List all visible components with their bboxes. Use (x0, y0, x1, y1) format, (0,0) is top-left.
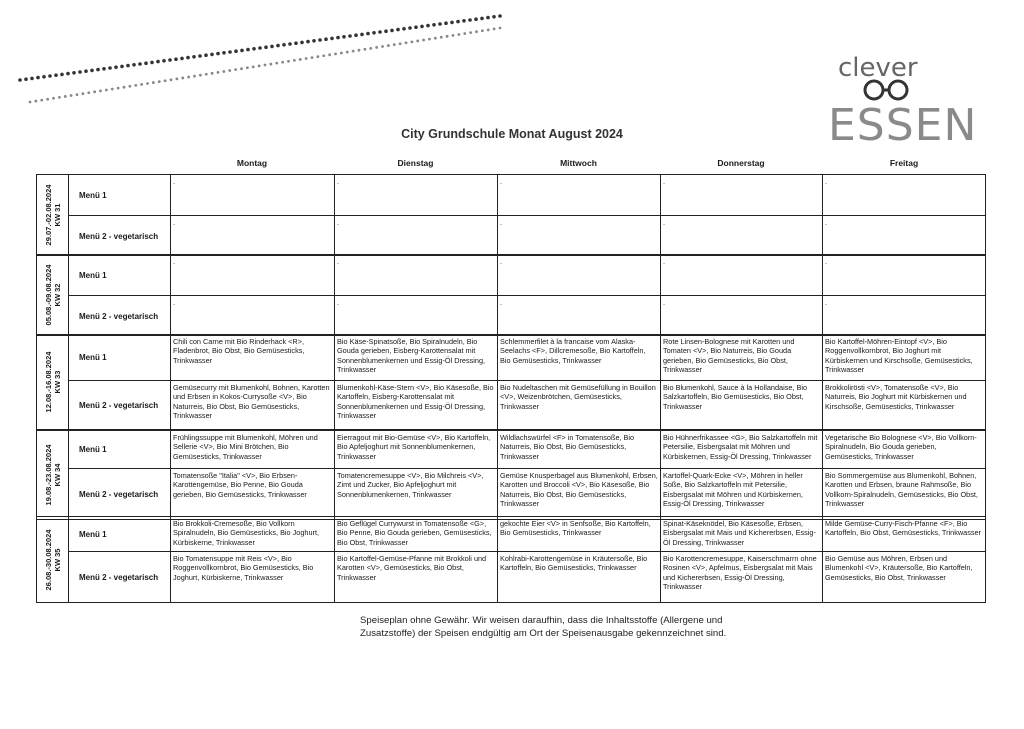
decor-dot (399, 42, 402, 45)
decor-dot (468, 18, 472, 22)
decor-dot (402, 27, 406, 31)
decor-dot (252, 47, 256, 51)
meal-cell-donnerstag: . (661, 216, 823, 256)
decor-dot (375, 46, 378, 49)
decor-dot (126, 64, 130, 68)
week-label (37, 255, 69, 335)
decor-dot (480, 17, 484, 21)
decor-dot (246, 66, 249, 69)
decor-dot (140, 83, 143, 86)
meal-cell-mittwoch: Wildlachswürfel <F> in Tomatensoße, Bio Naturreis, Bio Obst, Bio Gemüsesticks, Trinkwasser (498, 431, 661, 468)
decor-dot (311, 56, 314, 59)
meal-cell-dienstag: Bio Kartoffel-Gemüse-Pfanne mit Brokkoli und Karotten <V>, Gemüsesticks, Bio Obst, Trinkwasser (335, 552, 498, 603)
decor-dot (405, 41, 408, 44)
decor-dot (348, 34, 352, 38)
decor-dot (293, 59, 296, 62)
decor-dot (144, 61, 148, 65)
decor-dot (390, 29, 394, 33)
decor-dot (168, 58, 172, 62)
day-header-montag: Montag (236, 158, 268, 168)
meal-cell-montag: . (171, 216, 335, 256)
meal-cell-dienstag: Bio Käse-Spinatsoße, Bio Spiralnudeln, Bio Gouda gerieben, Eisberg-Karottensalat mit Sonnenblumenkernen und Essig-Öl Dressing, Trinkwasser (335, 335, 498, 380)
meal-cell-donnerstag: Kartoffel-Quark-Ecke <V>, Möhren in heller Soße, Bio Salzkartoffeln mit Petersilie, Eisbergsalat mit Möhren und Kürbiskernen, Essig-Öl Dressing, Trinkwasser (661, 469, 823, 520)
decor-dot (234, 68, 237, 71)
decor-dot (123, 86, 126, 89)
day-header-donnerstag: Donnerstag (717, 158, 765, 168)
menu1-row (69, 431, 985, 468)
decor-dot (175, 77, 178, 80)
meal-cell-donnerstag: Bio Karottencremesuppe, Kaiserschmarrn ohne Rosinen <V>, Apfelmus, Eisbergsalat mit Mais und Kichererbsen, Essig-Öl Dressing, Trinkwasser (661, 552, 823, 603)
decor-dot (432, 23, 436, 27)
decor-dot (318, 38, 322, 42)
decor-dot (475, 30, 478, 33)
decor-dot (330, 37, 334, 41)
meal-cell-donnerstag: Rote Linsen-Bolognese mit Karotten und Tomaten <V>, Bio Naturreis, Bio Gouda gerieben, Bio Gemüsesticks, Bio Obst, Trinkwasser (661, 335, 823, 380)
meal-cell-donnerstag: Bio Blumenkohl, Sauce à la Hollandaise, Bio Salzkartoffeln, Bio Gemüsesticks, Bio Obst, Trinkwasser (661, 381, 823, 430)
decor-dot (240, 49, 244, 53)
decor-dot (336, 36, 340, 40)
decor-dot (81, 92, 84, 95)
decor-dot (46, 98, 49, 101)
decor-dot (105, 89, 108, 92)
decor-dot (90, 69, 94, 73)
decor-dot (396, 28, 400, 32)
menu-name: Menü 2 - vegetarisch (69, 552, 171, 603)
decor-dot (322, 54, 325, 57)
page-title: City Grundschule Monat August 2024 (401, 127, 623, 141)
decor-dot (316, 55, 319, 58)
decor-dot (294, 41, 298, 45)
decor-dot (66, 72, 70, 76)
menu2-row (69, 551, 985, 603)
decor-dot (120, 65, 124, 69)
decor-dot (164, 79, 167, 82)
decor-dot (372, 31, 376, 35)
meal-cell-freitag: . (825, 257, 828, 266)
decor-dot (393, 43, 396, 46)
decor-dot (420, 25, 424, 29)
meal-cell-donnerstag: Bio Hühnerfrikassee <G>, Bio Salzkartoffeln mit Petersilie, Eisbergsalat mit Möhren und Kürbiskernen, Essig-Öl Dressing, Trinkwasser (661, 431, 823, 468)
decor-dot (108, 66, 112, 70)
decor-dot (70, 94, 73, 97)
decor-dot (222, 70, 225, 73)
menu1-row (69, 335, 985, 380)
week-label-text: 05.08.-09.08.2024 KW 32 (43, 264, 62, 326)
decor-dot (72, 71, 76, 75)
decor-dot (416, 40, 419, 43)
disclaimer-text: Speiseplan ohne Gewähr. Wir weisen daraufhin, dass die Inhaltsstoffe (Allergene und Zusatzstoffe) der Speisen endgültig am Ort der Speisenausgabe gekennzeichnet sind. (360, 615, 727, 639)
decor-dot (78, 70, 82, 74)
decor-dot (156, 60, 160, 64)
meal-cell-dienstag: Blumenkohl-Käse-Stern <V>, Bio Käsesoße, Bio Kartoffeln, Eisberg-Karottensalat mit Sonnenblumenkernen und Essig-Öl Dressing, Trinkwasser (335, 381, 498, 430)
decor-dot (205, 73, 208, 76)
decor-dot (99, 90, 102, 93)
decor-dot (408, 26, 412, 30)
menu-name: Menü 2 - vegetarisch (69, 216, 171, 256)
meal-cell-freitag: Bio Sommergemüse aus Blumenkohl, Bohnen, Karotten und Erbsen, braune Rahmsoße, Bio Vollkorn-Spiralnudeln, Gemüsesticks, Bio Obst, Trinkwasser (825, 471, 978, 509)
decor-dot (363, 48, 366, 51)
meal-cell-dienstag: Bio Geflügel Currywurst in Tomatensoße <G>, Bio Penne, Bio Gouda gerieben, Gemüsesticks, Bio Obst, Trinkwasser (335, 517, 498, 551)
decor-dot (369, 47, 372, 50)
meal-cell-mittwoch: Kohlrabi-Karottengemüse in Kräutersoße, Bio Kartoffeln, Bio Gemüsesticks, Trinkwasser (498, 552, 661, 603)
decor-dot (128, 85, 131, 88)
week-label (37, 175, 69, 255)
decor-dot (354, 33, 358, 37)
decor-dot (52, 97, 55, 100)
logo-text-bottom: ESSEN (828, 100, 978, 148)
decor-dot (132, 63, 136, 67)
decor-dot (299, 58, 302, 61)
week-label-text: 19.08.-23.08.2024 KW 34 (43, 444, 62, 506)
meal-cell-donnerstag: Spinat-Käseknödel, Bio Käsesoße, Erbsen, Eisbergsalat mit Mais und Kichererbsen, Essig-Öl Dressing, Trinkwasser (661, 517, 823, 551)
decor-dot (60, 73, 64, 77)
meal-cell-montag: Tomatensoße "Italia" <V>, Bio Erbsen-Karottengemüse, Bio Penne, Bio Gouda gerieben, Bio Gemüsesticks, Trinkwasser (171, 469, 335, 520)
decor-dot (174, 57, 178, 61)
meal-cell-montag: Chili con Carne mit Bio Rinderhack <R>, Fladenbrot, Bio Obst, Bio Gemüsesticks, Trinkwasser (171, 335, 335, 380)
decor-dot (186, 56, 190, 60)
decor-dot (457, 33, 460, 36)
decor-dot (40, 99, 43, 102)
decor-dot (300, 41, 304, 45)
week-label (37, 431, 69, 519)
week-label (37, 517, 69, 602)
decor-dot (360, 33, 364, 37)
meal-cell-freitag: . (825, 177, 828, 186)
menu-name: Menü 2 - vegetarisch (69, 381, 171, 430)
menu-name: Menü 2 - vegetarisch (69, 296, 171, 336)
decor-dot (228, 69, 231, 72)
week-label-text: 12.08.-16.08.2024 KW 33 (43, 351, 62, 413)
decor-dot (199, 74, 202, 77)
decor-dot (499, 27, 502, 30)
decor-dot (170, 78, 173, 81)
decor-dot (228, 50, 232, 54)
decor-dot (434, 37, 437, 40)
week-block (36, 430, 986, 520)
menu2-row (69, 295, 985, 336)
meal-cell-freitag: Vegetarische Bio Bolognese <V>, Bio Vollkorn-Spiralnudeln, Bio Gouda gerieben, Gemüsesticks, Trinkwasser (825, 433, 977, 461)
meal-cell-mittwoch: . (498, 296, 661, 336)
menu1-row (69, 255, 985, 295)
menu1-row (69, 175, 985, 215)
meal-cell-mittwoch: Bio Nudeltaschen mit Gemüsefüllung in Bouillon <V>, Weizenbrötchen, Gemüsesticks, Trinkwasser (498, 381, 661, 430)
decor-dot (96, 68, 100, 72)
meal-cell-dienstag: . (335, 216, 498, 256)
meal-cell-mittwoch: Schlemmerfilet à la francaise vom Alaska-Seelachs <F>, Dillcremesoße, Bio Kartoffeln, Bio Gemüsesticks, Trinkwasser (498, 335, 661, 380)
decor-dot (486, 16, 490, 20)
decor-dot (269, 63, 272, 66)
decor-dot (258, 65, 261, 68)
decor-dot (324, 37, 328, 41)
decor-dot (234, 49, 238, 53)
decor-dot (152, 81, 155, 84)
decor-dot (76, 93, 79, 96)
meal-cell-montag: Bio Brokkoli-Cremesoße, Bio Vollkorn Spiralnudeln, Bio Gemüsesticks, Bio Joghurt, Kürbiskerne, Trinkwasser (171, 517, 335, 551)
menu-name: Menü 1 (69, 175, 171, 215)
decor-dot (287, 60, 290, 63)
decor-dot (312, 39, 316, 43)
day-header-freitag: Freitag (889, 158, 919, 168)
menu2-row (69, 468, 985, 520)
decor-dot (246, 48, 250, 52)
decor-dot (474, 17, 478, 21)
decor-dot (36, 76, 40, 80)
menu1-row (69, 517, 985, 551)
day-header-mittwoch: Mittwoch (560, 158, 597, 168)
decor-dot (452, 34, 455, 37)
decor-dot (462, 19, 466, 23)
decor-dot (444, 21, 448, 25)
decor-dot (481, 29, 484, 32)
decor-dot (426, 24, 430, 28)
decor-dot (305, 57, 308, 60)
meal-cell-dienstag: Eierragout mit Bio-Gemüse <V>, Bio Kartoffeln, Bio Apfeljoghurt mit Sonnenblumenkernen, Trinkwasser (335, 431, 498, 468)
decor-dot (146, 82, 149, 85)
decor-dot (469, 31, 472, 34)
decor-dot (446, 35, 449, 38)
meal-cell-freitag: . (825, 218, 828, 227)
decor-dot (328, 53, 331, 56)
meal-cell-mittwoch: gekochte Eier <V> in Senfsoße, Bio Kartoffeln, Bio Gemüsesticks, Trinkwasser (498, 517, 661, 551)
menu-name: Menü 1 (69, 517, 171, 551)
decor-dot (64, 95, 67, 98)
decor-dot (58, 96, 61, 99)
decor-dot (211, 72, 214, 75)
meal-cell-dienstag: . (335, 296, 498, 336)
decor-dot (366, 32, 370, 36)
meal-cell-freitag: . (825, 298, 828, 307)
decor-dot (84, 69, 88, 73)
decor-dot (456, 20, 460, 24)
decor-dot (492, 15, 496, 19)
decor-dot (270, 45, 274, 49)
decor-dot (18, 78, 22, 82)
decor-dot (252, 65, 255, 68)
meal-cell-dienstag: . (335, 175, 498, 215)
decor-dot (158, 80, 161, 83)
meal-cell-mittwoch: . (498, 175, 661, 215)
decor-dot (180, 57, 184, 61)
decor-dot (187, 76, 190, 79)
meal-cell-donnerstag: . (661, 255, 823, 295)
decor-dot (114, 65, 118, 69)
menu-name: Menü 1 (69, 431, 171, 468)
decor-dot (29, 101, 32, 104)
week-label (37, 335, 69, 429)
decor-dot (487, 28, 490, 31)
decor-dot (30, 77, 34, 81)
decor-dot (346, 51, 349, 54)
decor-dot (358, 49, 361, 52)
week-block (36, 334, 986, 430)
decor-dot (378, 30, 382, 34)
decor-dot (282, 43, 286, 47)
menu2-row (69, 215, 985, 256)
decor-dot (193, 75, 196, 78)
week-label-text: 26.08.-30.08.2024 KW 35 (43, 529, 62, 590)
decor-dot (450, 21, 454, 25)
meal-cell-montag: Bio Tomatensuppe mit Reis <V>, Bio Roggenvollkornbrot, Bio Gemüsesticks, Bio Joghurt, Kürbiskerne, Trinkwasser (171, 552, 335, 603)
decor-dot (181, 77, 184, 80)
decor-dot (440, 36, 443, 39)
meal-cell-dienstag: . (335, 255, 498, 295)
decor-dot (276, 44, 280, 48)
meal-cell-montag: . (171, 175, 335, 215)
week-block (36, 516, 986, 603)
decor-dot (438, 22, 442, 26)
meal-cell-freitag: Milde Gemüse-Curry-Fisch-Pfanne <F>, Bio Kartoffeln, Bio Obst, Gemüsesticks, Trinkwasser (825, 519, 981, 538)
decor-dot (138, 62, 142, 66)
decor-dot (162, 59, 166, 63)
meal-cell-donnerstag: . (661, 296, 823, 336)
decor-dot (48, 74, 52, 78)
decor-dot (54, 73, 58, 77)
decor-dot (334, 53, 337, 56)
decor-dot (240, 67, 243, 70)
meal-cell-mittwoch: Gemüse Knusperbagel aus Blumenkohl, Erbsen, Karotten und Broccoli <V>, Bio Käsesoße, Bio Naturreis, Bio Obst, Bio Gemüsesticks, Trinkwasser (498, 469, 661, 520)
meal-cell-freitag: Bio Kartoffel-Möhren-Eintopf <V>, Bio Roggenvollkornbrot, Bio Joghurt mit Kürbiskernen und Kirschsoße, Gemüsesticks, Trinkwasser (825, 337, 973, 375)
menu-name: Menü 1 (69, 335, 171, 380)
meal-cell-freitag: Brokkolirösti <V>, Tomatensoße <V>, Bio Naturreis, Bio Joghurt mit Kürbiskernen und Kirschsoße, Gemüsesticks, Trinkwasser (825, 383, 967, 411)
menu-name: Menü 2 - vegetarisch (69, 469, 171, 520)
decor-dot (210, 53, 214, 57)
meal-cell-mittwoch: . (498, 216, 661, 256)
decor-dot (264, 45, 268, 49)
decor-dot (111, 88, 114, 91)
decor-dot (381, 45, 384, 48)
decor-dot (387, 44, 390, 47)
week-label-text: 29.07.-02.08.2024 KW 31 (43, 184, 62, 246)
week-block (36, 174, 986, 256)
decor-dot (34, 100, 37, 103)
decor-dot (414, 25, 418, 29)
decor-dot (463, 32, 466, 35)
decor-dot (281, 61, 284, 64)
menu2-row (69, 380, 985, 430)
decor-dot (102, 67, 106, 71)
decor-dot (428, 38, 431, 41)
decor-dot (410, 40, 413, 43)
decor-dot (222, 51, 226, 55)
decor-dot (384, 29, 388, 33)
meal-cell-montag: . (171, 255, 335, 295)
decor-dot (134, 84, 137, 87)
meal-cell-montag: Gemüsecurry mit Blumenkohl, Bohnen, Karotten und Erbsen in Kokos-Currysoße <V>, Bio Naturreis, Bio Obst, Bio Gemüsesticks, Trinkwasser (171, 381, 335, 430)
decor-dot (264, 64, 267, 67)
decor-dot (198, 54, 202, 58)
meal-cell-montag: Frühlingssuppe mit Blumenkohl, Möhren und Sellerie <V>, Bio Mini Brötchen, Bio Gemüsesticks, Trinkwasser (171, 431, 335, 468)
decor-dot (258, 46, 262, 50)
meal-cell-donnerstag: . (661, 175, 823, 215)
meal-cell-freitag: Bio Gemüse aus Möhren, Erbsen und Blumenkohl <V>, Kräutersoße, Bio Kartoffeln, Gemüsesticks, Bio Obst, Trinkwasser (825, 554, 973, 582)
decor-dot (288, 42, 292, 46)
decor-dot (192, 55, 196, 59)
menu-name: Menü 1 (69, 255, 171, 295)
week-block (36, 254, 986, 336)
decor-dot (342, 35, 346, 39)
decor-dot (204, 53, 208, 57)
decor-dot (150, 61, 154, 65)
decor-dot (117, 87, 120, 90)
decor-dot (306, 40, 310, 44)
day-header-dienstag: Dienstag (397, 158, 434, 168)
decor-dot (498, 14, 502, 18)
decor-dot (216, 52, 220, 56)
meal-cell-montag: . (171, 296, 335, 336)
decor-dot (422, 39, 425, 42)
decor-dot (42, 75, 46, 79)
meal-cell-dienstag: Tomatencremesuppe <V>, Bio Milchreis <V>, Zimt und Zucker, Bio Apfeljoghurt mit Sonnenblumenkernen, Trinkwasser (335, 469, 498, 520)
decor-dot (352, 50, 355, 53)
decor-dot (87, 91, 90, 94)
decor-dot (275, 62, 278, 65)
meal-cell-mittwoch: . (498, 255, 661, 295)
decor-dot (24, 77, 28, 81)
logo-text-top: clever (838, 53, 918, 83)
decor-dot (93, 90, 96, 93)
decor-dot (340, 52, 343, 55)
decor-dot (493, 28, 496, 31)
decor-dot (217, 71, 220, 74)
